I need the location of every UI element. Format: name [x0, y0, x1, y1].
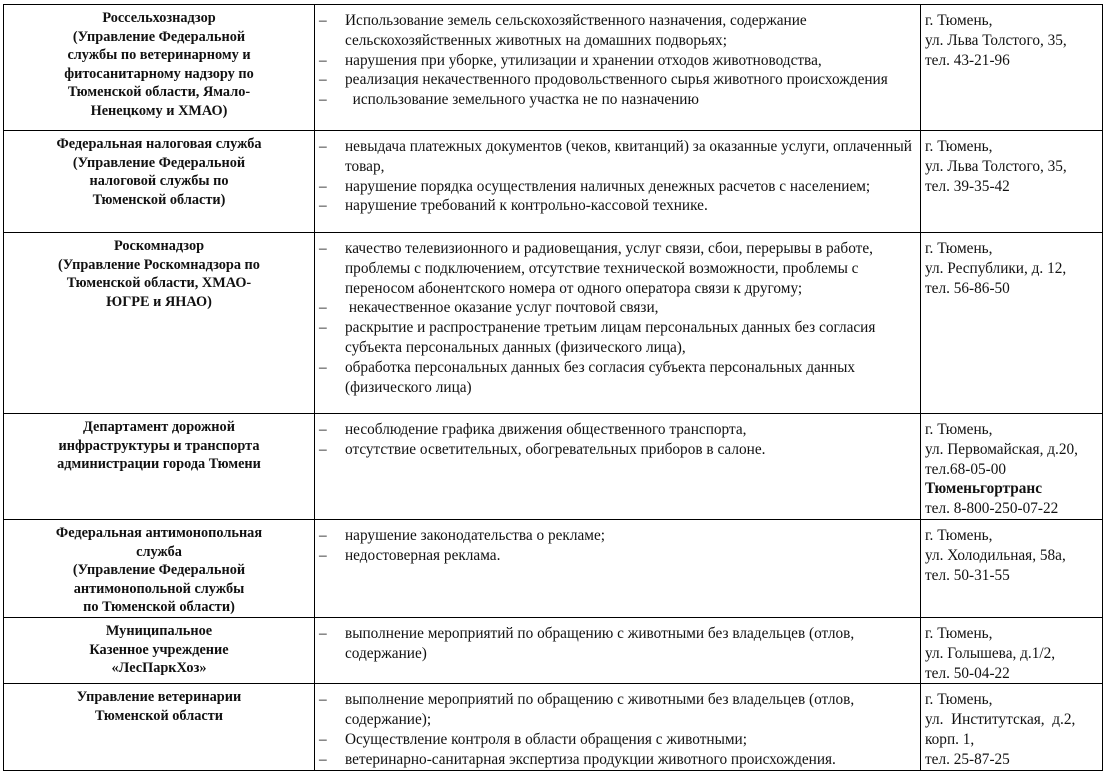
- list-item: – нарушение законодательства о рекламе;: [319, 526, 606, 544]
- list-item: – качество телевизионного и радиовещания, услуг связи, сбои, перерывы в работе,: [319, 240, 873, 257]
- document-page: [3, 4, 1102, 771]
- violations-cell: [315, 233, 921, 414]
- violations-cell: [315, 684, 921, 770]
- list-item: – реализация некачественного продовольственного сырья животного происхождения: [319, 71, 888, 89]
- organization-cell: Департамент дорожной инфраструктуры и транспорта администрации города Тюмени: [4, 414, 315, 520]
- violations-cell: [315, 131, 921, 233]
- list-item: – использование земельного участка не по назначению: [319, 91, 699, 109]
- list-item: – нарушение требований к контрольно-кассовой технике.: [319, 197, 708, 215]
- address-cell: г. Тюмень, ул. Институтская, д.2, корп. 1, тел. 25-87-25: [921, 684, 1103, 770]
- list-item: – ветеринарно-санитарная экспертиза продукции животного происхождения.: [319, 750, 836, 768]
- table-row: [4, 414, 1103, 520]
- address-cell: г. Тюмень, ул. Льва Толстого, 35, тел. 39-35-42: [921, 131, 1103, 233]
- organization-cell: Роскомнадзор (Управление Роскомнадзора по Тюменской области, ХМАО- ЮГРЕ и ЯНАО): [4, 233, 315, 414]
- address-cell: г. Тюмень, ул. Первомайская, д.20, тел.68-05-00 Тюменьгортранс тел. 8-800-250-07-22: [921, 414, 1103, 520]
- table-row: [4, 519, 1103, 617]
- address-cell: г. Тюмень, ул. Голышева, д.1/2, тел. 50-04-22: [921, 617, 1103, 683]
- table-row: [4, 684, 1103, 770]
- list-item: – нарушения при уборке, утилизации и хранении отходов животноводства,: [319, 51, 822, 69]
- table-row: [4, 617, 1103, 683]
- violations-cell: [315, 519, 921, 617]
- operator-name: Тюменьгортранс: [925, 480, 1043, 498]
- violations-cell: [315, 5, 921, 131]
- violations-cell: [315, 617, 921, 683]
- organization-cell: Федеральная налоговая служба (Управление Федеральной налоговой службы по Тюменской области): [4, 131, 315, 233]
- organization-cell: Россельхознадзор (Управление Федеральной службы по ветеринарному и фитосанитарному надзору по Тюменской области, Ямало- Ненецкому и ХМАО): [4, 5, 315, 131]
- address-cell: г. Тюмень, ул. Республики, д. 12, тел. 56-86-50: [921, 233, 1103, 414]
- violations-cell: [315, 414, 921, 520]
- list-item: – раскрытие и распространение третьим лицам персональных данных без согласия субъекта персональных данных (физического лица),: [319, 319, 876, 356]
- table-row: [4, 131, 1103, 233]
- table-row: [4, 233, 1103, 414]
- organization-cell: Управление ветеринарии Тюменской области: [4, 684, 315, 770]
- organization-cell: Муниципальное Казенное учреждение «ЛесПаркХоз»: [4, 617, 315, 683]
- list-item: – некачественное оказание услуг почтовой связи,: [319, 299, 659, 317]
- list-item: – обработка персональных данных без согласия субъекта персональных данных (физического лица): [319, 358, 856, 396]
- list-item: – недостоверная реклама.: [319, 546, 501, 564]
- list-item: – нарушение порядка осуществления наличных денежных расчетов с населением;: [319, 177, 871, 195]
- list-item: – выполнение мероприятий по обращению с животными без владельцев (отлов, содержание);: [319, 691, 855, 729]
- table-row: [4, 5, 1103, 131]
- list-item: проблемы с подключением, отсутствие технической возможности, проблемы с переносом абонентского номера от одного оператора связи к другому;: [345, 259, 859, 297]
- list-item: – несоблюдение графика движения общественного транспорта,: [319, 421, 747, 438]
- list-item: – невыдача платежных документов (чеков, квитанций) за оказанные услуги, оплаченный товар,: [319, 138, 912, 175]
- contacts-table: [3, 4, 1103, 771]
- address-cell: г. Тюмень, ул. Льва Толстого, 35, тел. 43-21-96: [921, 5, 1103, 131]
- list-item: – выполнение мероприятий по обращению с животными без владельцев (отлов, содержание): [319, 624, 855, 662]
- list-item: – Использование земель сельскохозяйственного назначения, содержание сельскохозяйственных животных на домашних подворьях;: [319, 12, 807, 49]
- list-item: – отсутствие осветительных, обогревательных приборов в салоне.: [319, 440, 766, 458]
- address-cell: г. Тюмень, ул. Холодильная, 58а, тел. 50-31-55: [921, 519, 1103, 617]
- organization-cell: Федеральная антимонопольная служба (Управление Федеральной антимонопольной службы по Тюменской области): [4, 519, 315, 617]
- list-item: – Осуществление контроля в области обращения с животными;: [319, 730, 747, 748]
